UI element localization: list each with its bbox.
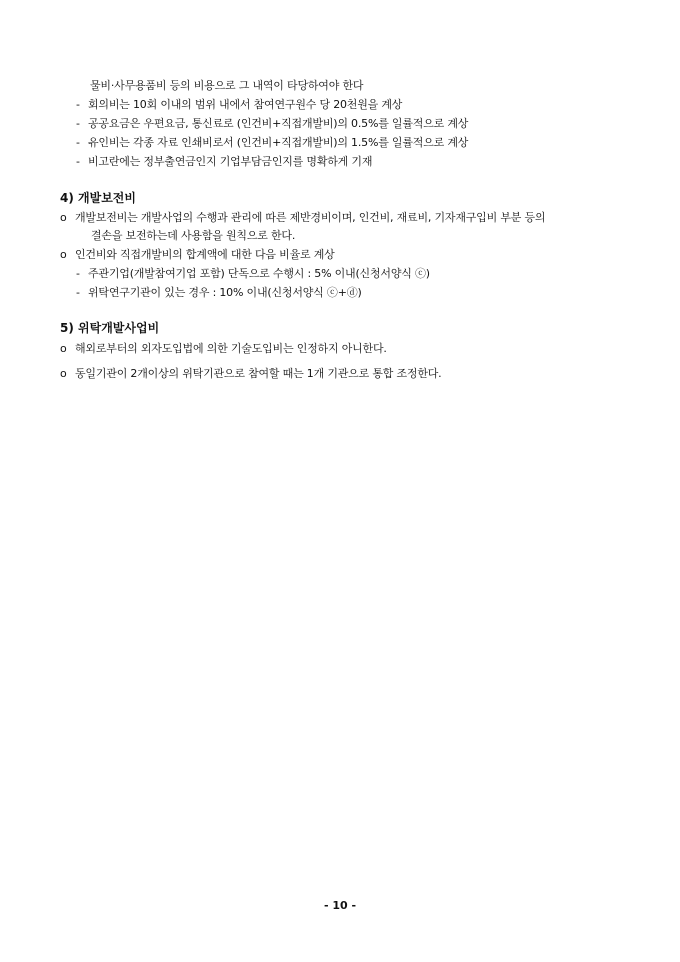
dash-marker: -	[76, 286, 80, 299]
tech-import-text: 해외로부터의 외자도입법에 의한 기술도입비는 인정하지 아니한다.	[75, 342, 387, 355]
printing-cost-item: 유인비는 각종 자료 인쇄비로서 (인건비+직접개발비)의 1.5%를 일률적으로 계상	[88, 136, 469, 149]
dash-marker: -	[76, 136, 80, 149]
ratio-text: 인건비와 직접개발비의 합계액에 대한 다음 비율로 계상	[75, 248, 335, 261]
list-item	[76, 266, 430, 282]
list-item	[60, 247, 335, 263]
remarks-item: 비고란에는 정부출연금인지 기업부담금인지를 명확하게 기재	[88, 155, 373, 168]
continuation-text	[90, 78, 363, 94]
list-item	[76, 154, 372, 170]
list-item	[76, 135, 468, 151]
meeting-cost-item: 회의비는 10회 이내의 범위 내에서 참여연구원수 당 20천원을 계상	[88, 98, 403, 111]
dash-marker: -	[76, 267, 80, 280]
section-5-title: 5) 위탁개발사업비	[60, 321, 160, 335]
same-institution-text: 동일기관이 2개이상의 위탁기관으로 참여할 때는 1개 기관으로 통합 조정한다.	[75, 367, 442, 380]
utility-cost-item: 공공요금은 우편요금, 통신료로 (인건비+직접개발비)의 0.5%를 일률적으로 계상	[88, 117, 469, 130]
page-number: - 10 -	[323, 899, 357, 912]
list-item	[76, 116, 468, 132]
list-item	[76, 285, 362, 301]
bullet-marker: ο	[60, 211, 67, 224]
bullet-marker: ο	[60, 342, 67, 355]
section-4-title: 4) 개발보전비	[60, 191, 136, 205]
bullet-marker: ο	[60, 248, 67, 261]
consigned-institution-item: 위탁연구기관이 있는 경우 : 10% 이내(신청서양식 ⓒ+ⓓ)	[88, 286, 362, 299]
list-item	[60, 210, 545, 226]
list-item	[76, 97, 402, 113]
list-item-continuation	[91, 228, 295, 244]
continuation-text-content: 물비·사무용품비 등의 비용으로 그 내역이 타당하여야 한다	[90, 79, 364, 92]
sole-enterprise-item: 주관기업(개발참여기업 포함) 단독으로 수행시 : 5% 이내(신청서양식 ⓒ)	[88, 267, 430, 280]
dash-marker: -	[76, 117, 80, 130]
list-item	[60, 341, 387, 357]
bullet-marker: ο	[60, 367, 67, 380]
dash-marker: -	[76, 155, 80, 168]
dev-preservation-text-cont: 결손을 보전하는데 사용함을 원칙으로 한다.	[91, 229, 296, 242]
dev-preservation-text: 개발보전비는 개발사업의 수행과 관리에 따른 제반경비이며, 인건비, 재료비, 기자재구입비 부분 등의	[75, 211, 546, 224]
list-item	[60, 366, 441, 382]
dash-marker: -	[76, 98, 80, 111]
